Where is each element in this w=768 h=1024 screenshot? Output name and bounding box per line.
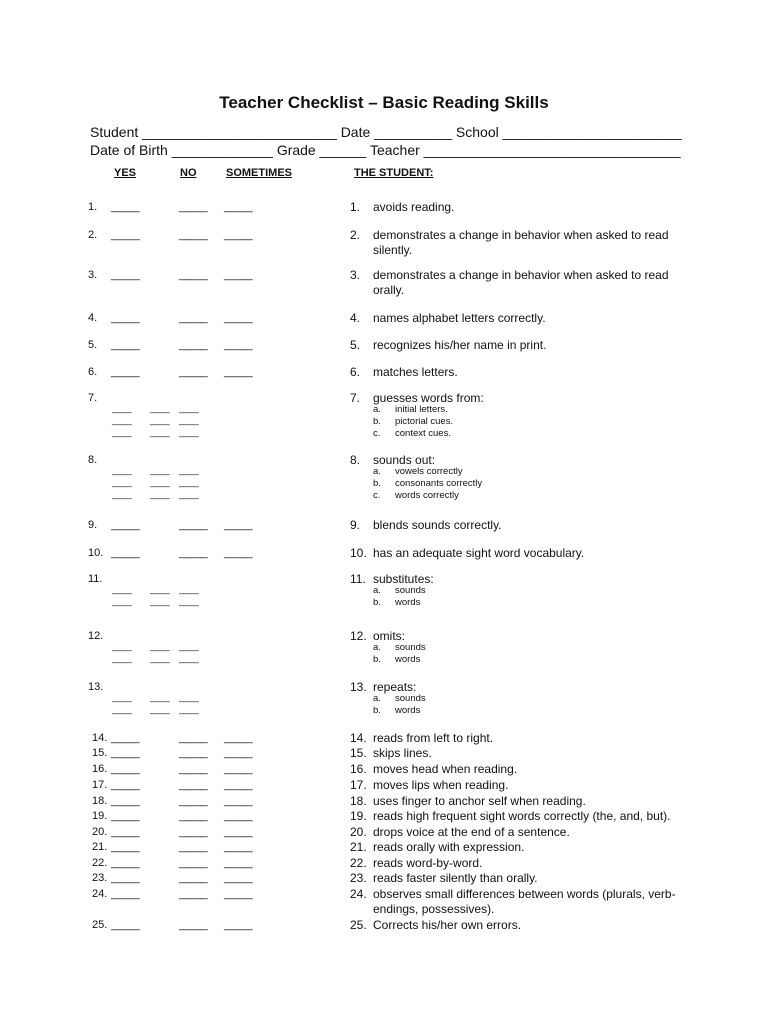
sub-sometimes-blank[interactable]: ____ bbox=[179, 641, 199, 652]
sub-yes-blank[interactable]: ____ bbox=[112, 584, 132, 595]
yes-checkbox-blank[interactable]: _____ bbox=[111, 779, 140, 791]
sub-no-blank[interactable]: ____ bbox=[150, 704, 170, 715]
statement-text: substitutes: bbox=[373, 572, 434, 586]
sub-no-blank[interactable]: ____ bbox=[150, 477, 170, 488]
sometimes-checkbox-blank[interactable]: _____ bbox=[224, 795, 253, 807]
student-column-header: THE STUDENT: bbox=[354, 167, 434, 179]
sub-sometimes-blank[interactable]: ____ bbox=[179, 653, 199, 664]
item-number: 16. bbox=[92, 763, 108, 775]
sometimes-checkbox-blank[interactable]: _____ bbox=[224, 888, 253, 900]
sub-no-blank[interactable]: ____ bbox=[150, 641, 170, 652]
student-info-line[interactable]: Student _________________________ Date __________ School _______________________ bbox=[90, 124, 682, 140]
no-checkbox-blank[interactable]: _____ bbox=[179, 339, 208, 351]
statement-number: 18. bbox=[350, 794, 367, 808]
statement-text: reads word-by-word. bbox=[373, 856, 483, 870]
no-checkbox-blank[interactable]: _____ bbox=[179, 888, 208, 900]
item-number: 6. bbox=[88, 366, 98, 378]
sometimes-checkbox-blank[interactable]: _____ bbox=[224, 519, 253, 531]
item-number: 11. bbox=[88, 573, 103, 585]
sub-item-text: words correctly bbox=[395, 490, 459, 501]
item-number: 4. bbox=[88, 312, 98, 324]
item-number: 24. bbox=[92, 888, 108, 900]
statement-number: 11. bbox=[350, 572, 366, 586]
item-number: 19. bbox=[92, 810, 108, 822]
item-number: 2. bbox=[88, 229, 98, 241]
item-number: 21. bbox=[92, 841, 108, 853]
statement-number: 10. bbox=[350, 546, 367, 560]
statement-number: 12. bbox=[350, 629, 367, 643]
statement-text: moves head when reading. bbox=[373, 762, 518, 776]
yes-column-header: YES bbox=[114, 167, 137, 179]
no-checkbox-blank[interactable]: _____ bbox=[179, 857, 208, 869]
no-checkbox-blank[interactable]: _____ bbox=[179, 229, 208, 241]
yes-checkbox-blank[interactable]: _____ bbox=[111, 312, 140, 324]
statement-number: 8. bbox=[350, 453, 361, 467]
yes-checkbox-blank[interactable]: _____ bbox=[111, 810, 140, 822]
sub-yes-blank[interactable]: ____ bbox=[112, 415, 132, 426]
sometimes-checkbox-blank[interactable]: _____ bbox=[224, 872, 253, 884]
statement-number: 14. bbox=[350, 731, 367, 745]
yes-checkbox-blank[interactable]: _____ bbox=[111, 201, 140, 213]
sub-yes-blank[interactable]: ____ bbox=[112, 704, 132, 715]
sub-item-letter: c. bbox=[373, 428, 381, 439]
sub-sometimes-blank[interactable]: ____ bbox=[179, 427, 199, 438]
sub-item-letter: a. bbox=[373, 404, 381, 415]
sub-yes-blank[interactable]: ____ bbox=[112, 692, 132, 703]
sub-yes-blank[interactable]: ____ bbox=[112, 403, 132, 414]
sometimes-checkbox-blank[interactable]: _____ bbox=[224, 857, 253, 869]
statement-text: demonstrates a change in behavior when asked to read bbox=[373, 228, 669, 242]
statement-text: avoids reading. bbox=[373, 200, 455, 214]
sometimes-checkbox-blank[interactable]: _____ bbox=[224, 763, 253, 775]
sub-item-letter: a. bbox=[373, 642, 381, 653]
sub-item-letter: b. bbox=[373, 416, 381, 427]
sub-no-blank[interactable]: ____ bbox=[150, 415, 170, 426]
item-number: 3. bbox=[88, 269, 98, 281]
sometimes-checkbox-blank[interactable]: _____ bbox=[224, 547, 253, 559]
no-checkbox-blank[interactable]: _____ bbox=[179, 919, 208, 931]
statement-text: has an adequate sight word vocabulary. bbox=[373, 546, 585, 560]
item-number: 22. bbox=[92, 857, 108, 869]
no-checkbox-blank[interactable]: _____ bbox=[179, 763, 208, 775]
sub-sometimes-blank[interactable]: ____ bbox=[179, 704, 199, 715]
item-number: 8. bbox=[88, 454, 98, 466]
yes-checkbox-blank[interactable]: _____ bbox=[111, 795, 140, 807]
sub-sometimes-blank[interactable]: ____ bbox=[179, 403, 199, 414]
statement-number: 9. bbox=[350, 518, 361, 532]
sub-item-letter: c. bbox=[373, 490, 381, 501]
yes-checkbox-blank[interactable]: _____ bbox=[111, 269, 140, 281]
sometimes-checkbox-blank[interactable]: _____ bbox=[224, 732, 253, 744]
statement-number: 24. bbox=[350, 887, 367, 901]
sub-item-letter: b. bbox=[373, 654, 381, 665]
sub-yes-blank[interactable]: ____ bbox=[112, 477, 132, 488]
yes-checkbox-blank[interactable]: _____ bbox=[111, 747, 140, 759]
no-checkbox-blank[interactable]: _____ bbox=[179, 269, 208, 281]
yes-checkbox-blank[interactable]: _____ bbox=[111, 826, 140, 838]
yes-checkbox-blank[interactable]: _____ bbox=[111, 919, 140, 931]
sub-item-letter: b. bbox=[373, 478, 381, 489]
sometimes-column-header: SOMETIMES bbox=[226, 167, 293, 179]
sometimes-checkbox-blank[interactable]: _____ bbox=[224, 810, 253, 822]
sub-item-letter: b. bbox=[373, 597, 381, 608]
item-number: 23. bbox=[92, 872, 108, 884]
statement-number: 15. bbox=[350, 746, 367, 760]
statement-text: omits: bbox=[373, 629, 406, 643]
statement-number: 5. bbox=[350, 338, 361, 352]
statement-text: recognizes his/her name in print. bbox=[373, 338, 547, 352]
sub-item-letter: a. bbox=[373, 585, 381, 596]
sometimes-checkbox-blank[interactable]: _____ bbox=[224, 841, 253, 853]
statement-text: sounds out: bbox=[373, 453, 436, 467]
sub-item-text: context cues. bbox=[395, 428, 451, 439]
sub-yes-blank[interactable]: ____ bbox=[112, 641, 132, 652]
statement-text: observes small differences between words (plurals, verb- bbox=[373, 887, 676, 901]
statement-text-continued: endings, possessives). bbox=[373, 902, 495, 916]
birth-grade-teacher-line[interactable]: Date of Birth _____________ Grade ______ Teacher _________________________________ bbox=[90, 142, 681, 158]
yes-checkbox-blank[interactable]: _____ bbox=[111, 732, 140, 744]
item-number: 25. bbox=[92, 919, 108, 931]
yes-checkbox-blank[interactable]: _____ bbox=[111, 872, 140, 884]
statement-number: 17. bbox=[350, 778, 367, 792]
statement-number: 19. bbox=[350, 809, 367, 823]
sub-item-text: sounds bbox=[395, 585, 426, 596]
statement-text: moves lips when reading. bbox=[373, 778, 509, 792]
statement-text-continued: orally. bbox=[373, 283, 405, 297]
yes-checkbox-blank[interactable]: _____ bbox=[111, 888, 140, 900]
sometimes-checkbox-blank[interactable]: _____ bbox=[224, 339, 253, 351]
statement-text: demonstrates a change in behavior when asked to read bbox=[373, 268, 669, 282]
item-number: 1. bbox=[88, 201, 98, 213]
no-checkbox-blank[interactable]: _____ bbox=[179, 519, 208, 531]
statement-number: 20. bbox=[350, 825, 367, 839]
sub-sometimes-blank[interactable]: ____ bbox=[179, 465, 199, 476]
yes-checkbox-blank[interactable]: _____ bbox=[111, 519, 140, 531]
no-checkbox-blank[interactable]: _____ bbox=[179, 312, 208, 324]
statement-number: 13. bbox=[350, 680, 367, 694]
sometimes-checkbox-blank[interactable]: _____ bbox=[224, 779, 253, 791]
sub-sometimes-blank[interactable]: ____ bbox=[179, 692, 199, 703]
item-number: 20. bbox=[92, 826, 108, 838]
no-checkbox-blank[interactable]: _____ bbox=[179, 872, 208, 884]
sub-item-letter: a. bbox=[373, 466, 381, 477]
item-number: 9. bbox=[88, 519, 98, 531]
yes-checkbox-blank[interactable]: _____ bbox=[111, 763, 140, 775]
no-checkbox-blank[interactable]: _____ bbox=[179, 841, 208, 853]
sub-no-blank[interactable]: ____ bbox=[150, 596, 170, 607]
statement-number: 25. bbox=[350, 918, 367, 932]
statement-text: reads orally with expression. bbox=[373, 840, 525, 854]
sub-no-blank[interactable]: ____ bbox=[150, 465, 170, 476]
sub-no-blank[interactable]: ____ bbox=[150, 653, 170, 664]
sub-item-text: pictorial cues. bbox=[395, 416, 454, 427]
statement-text: drops voice at the end of a sentence. bbox=[373, 825, 570, 839]
sub-yes-blank[interactable]: ____ bbox=[112, 653, 132, 664]
sub-item-text: vowels correctly bbox=[395, 466, 463, 477]
statement-text: reads from left to right. bbox=[373, 731, 494, 745]
statement-number: 21. bbox=[350, 840, 367, 854]
no-checkbox-blank[interactable]: _____ bbox=[179, 810, 208, 822]
sub-no-blank[interactable]: ____ bbox=[150, 489, 170, 500]
statement-number: 6. bbox=[350, 365, 361, 379]
sometimes-checkbox-blank[interactable]: _____ bbox=[224, 201, 253, 213]
statement-text-continued: silently. bbox=[373, 243, 413, 257]
item-number: 7. bbox=[88, 392, 98, 404]
yes-checkbox-blank[interactable]: _____ bbox=[111, 366, 140, 378]
no-checkbox-blank[interactable]: _____ bbox=[179, 732, 208, 744]
item-number: 14. bbox=[92, 732, 108, 744]
sub-yes-blank[interactable]: ____ bbox=[112, 427, 132, 438]
sub-item-text: words bbox=[395, 705, 421, 716]
sub-yes-blank[interactable]: ____ bbox=[112, 489, 132, 500]
yes-checkbox-blank[interactable]: _____ bbox=[111, 339, 140, 351]
statement-text: reads faster silently than orally. bbox=[373, 871, 538, 885]
sub-item-text: sounds bbox=[395, 642, 426, 653]
sub-item-letter: a. bbox=[373, 693, 381, 704]
statement-text: matches letters. bbox=[373, 365, 458, 379]
statement-text: reads high frequent sight words correctly (the, and, but). bbox=[373, 809, 671, 823]
statement-number: 4. bbox=[350, 311, 361, 325]
sub-item-text: initial letters. bbox=[395, 404, 448, 415]
no-checkbox-blank[interactable]: _____ bbox=[179, 779, 208, 791]
sub-sometimes-blank[interactable]: ____ bbox=[179, 596, 199, 607]
sometimes-checkbox-blank[interactable]: _____ bbox=[224, 919, 253, 931]
no-checkbox-blank[interactable]: _____ bbox=[179, 747, 208, 759]
item-number: 15. bbox=[92, 747, 108, 759]
sub-item-letter: b. bbox=[373, 705, 381, 716]
item-number: 17. bbox=[92, 779, 108, 791]
sub-no-blank[interactable]: ____ bbox=[150, 427, 170, 438]
item-number: 5. bbox=[88, 339, 98, 351]
sub-yes-blank[interactable]: ____ bbox=[112, 465, 132, 476]
sub-no-blank[interactable]: ____ bbox=[150, 584, 170, 595]
sub-sometimes-blank[interactable]: ____ bbox=[179, 415, 199, 426]
statement-text: guesses words from: bbox=[373, 391, 484, 405]
yes-checkbox-blank[interactable]: _____ bbox=[111, 547, 140, 559]
statement-number: 7. bbox=[350, 391, 361, 405]
statement-text: Corrects his/her own errors. bbox=[373, 918, 522, 932]
statement-number: 2. bbox=[350, 228, 361, 242]
no-column-header: NO bbox=[180, 167, 197, 179]
no-checkbox-blank[interactable]: _____ bbox=[179, 795, 208, 807]
sub-item-text: words bbox=[395, 597, 421, 608]
sub-sometimes-blank[interactable]: ____ bbox=[179, 477, 199, 488]
no-checkbox-blank[interactable]: _____ bbox=[179, 826, 208, 838]
yes-checkbox-blank[interactable]: _____ bbox=[111, 229, 140, 241]
statement-number: 1. bbox=[350, 200, 361, 214]
sub-no-blank[interactable]: ____ bbox=[150, 403, 170, 414]
page-title: Teacher Checklist – Basic Reading Skills bbox=[219, 93, 549, 112]
no-checkbox-blank[interactable]: _____ bbox=[179, 547, 208, 559]
statement-text: names alphabet letters correctly. bbox=[373, 311, 546, 325]
statement-text: uses finger to anchor self when reading. bbox=[373, 794, 586, 808]
sub-item-text: words bbox=[395, 654, 421, 665]
statement-number: 16. bbox=[350, 762, 367, 776]
sub-yes-blank[interactable]: ____ bbox=[112, 596, 132, 607]
no-checkbox-blank[interactable]: _____ bbox=[179, 366, 208, 378]
item-number: 18. bbox=[92, 795, 108, 807]
statement-text: repeats: bbox=[373, 680, 417, 694]
no-checkbox-blank[interactable]: _____ bbox=[179, 201, 208, 213]
sometimes-checkbox-blank[interactable]: _____ bbox=[224, 312, 253, 324]
statement-number: 23. bbox=[350, 871, 367, 885]
sometimes-checkbox-blank[interactable]: _____ bbox=[224, 366, 253, 378]
sometimes-checkbox-blank[interactable]: _____ bbox=[224, 826, 253, 838]
sometimes-checkbox-blank[interactable]: _____ bbox=[224, 269, 253, 281]
sub-sometimes-blank[interactable]: ____ bbox=[179, 489, 199, 500]
statement-text: blends sounds correctly. bbox=[373, 518, 502, 532]
item-number: 13. bbox=[88, 681, 104, 693]
yes-checkbox-blank[interactable]: _____ bbox=[111, 841, 140, 853]
statement-number: 22. bbox=[350, 856, 367, 870]
sub-item-text: sounds bbox=[395, 693, 426, 704]
sub-item-text: consonants correctly bbox=[395, 478, 483, 489]
sub-sometimes-blank[interactable]: ____ bbox=[179, 584, 199, 595]
sometimes-checkbox-blank[interactable]: _____ bbox=[224, 747, 253, 759]
statement-text: skips lines. bbox=[373, 746, 432, 760]
item-number: 10. bbox=[88, 547, 104, 559]
statement-number: 3. bbox=[350, 268, 361, 282]
sometimes-checkbox-blank[interactable]: _____ bbox=[224, 229, 253, 241]
sub-no-blank[interactable]: ____ bbox=[150, 692, 170, 703]
yes-checkbox-blank[interactable]: _____ bbox=[111, 857, 140, 869]
item-number: 12. bbox=[88, 630, 104, 642]
